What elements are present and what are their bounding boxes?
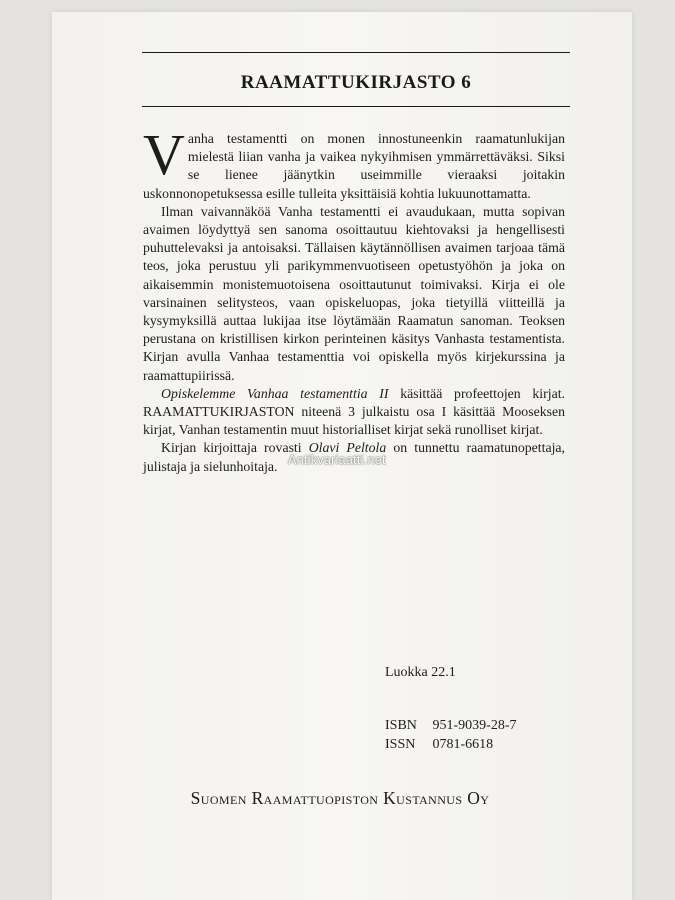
bottom-rule	[142, 106, 570, 107]
blurb-text	[143, 122, 565, 476]
book-title: Opiskelemme Vanhaa testamenttia II	[161, 385, 389, 401]
watermark: Antikvariaatti.net	[288, 453, 386, 467]
publisher-name: Suomen Raamattuopiston Kustannus Oy	[190, 788, 490, 808]
paragraph-1: Vanha testamentti on monen innostuneenkin raamatunlukijan mielestä liian vanha ja vaikea nykyihmisen ymmärrettäväksi. Siksi se lienee jäänytkin useimmille vieraaksi joitakin uskonnonopetuksessa esille tulleita yksittäisiä kohtia lukuunottamatta.	[143, 122, 565, 201]
drop-cap: V	[143, 122, 185, 187]
top-rule	[142, 52, 570, 53]
isbn-label: ISBN	[385, 718, 417, 733]
isbn-value: 951-9039-28-7	[432, 718, 517, 733]
paragraph-3: Opiskelemme Vanhaa testamenttia II käsittää profeettojen kirjat. RAAMATTUKIRJASTON niteenä 3 julkaistu osa I käsittää Mooseksen kirjat, Vanhan testamentin muut historialliset kirjat sekä runolliset kirjat.	[143, 385, 565, 438]
paragraph-2: Ilman vaivannäköä Vanha testamentti ei avaudukaan, mutta sopivan avaimen löydyttyä sen sanoma osoittautuu kiehtovaksi ja hengellisesti puhuttelevaksi ja antoisaksi. Tällaisen käytännöllisen avaimen tarjoaa tämä teos, joka perustuu yli parikymmenvuotiseen opetustyöhön ja joka on aikaisemmin monistemuotoisena osoittautunut toimivaksi. Kirja ei ole varsinainen selitysteos, vaan opiskeluopas, joka tietyillä viitteillä ja kysymyksillä auttaa lukijaa itse löytämään Raamatun sanoman. Teoksen perustana on kristillisen kirkon perinteinen käsitys Vanhasta testamentista. Kirjan avulla Vanhaa testamenttia voi opiskella myös kirjekurssina ja raamattupiirissä.	[143, 203, 565, 383]
classification: Luokka 22.1	[385, 665, 456, 680]
series-title: RAAMATTUKIRJASTO 6	[240, 72, 472, 93]
issn-label: ISSN	[385, 737, 416, 752]
issn-value: 0781-6618	[432, 737, 494, 752]
author-name: Olavi Peltola	[308, 440, 387, 456]
identifiers	[385, 716, 517, 754]
paragraph-4: Kirjan kirjoittaja rovasti Olavi Peltola on tunnettu raamatunopettaja, julistaja ja sielunhoitaja.	[143, 440, 565, 474]
